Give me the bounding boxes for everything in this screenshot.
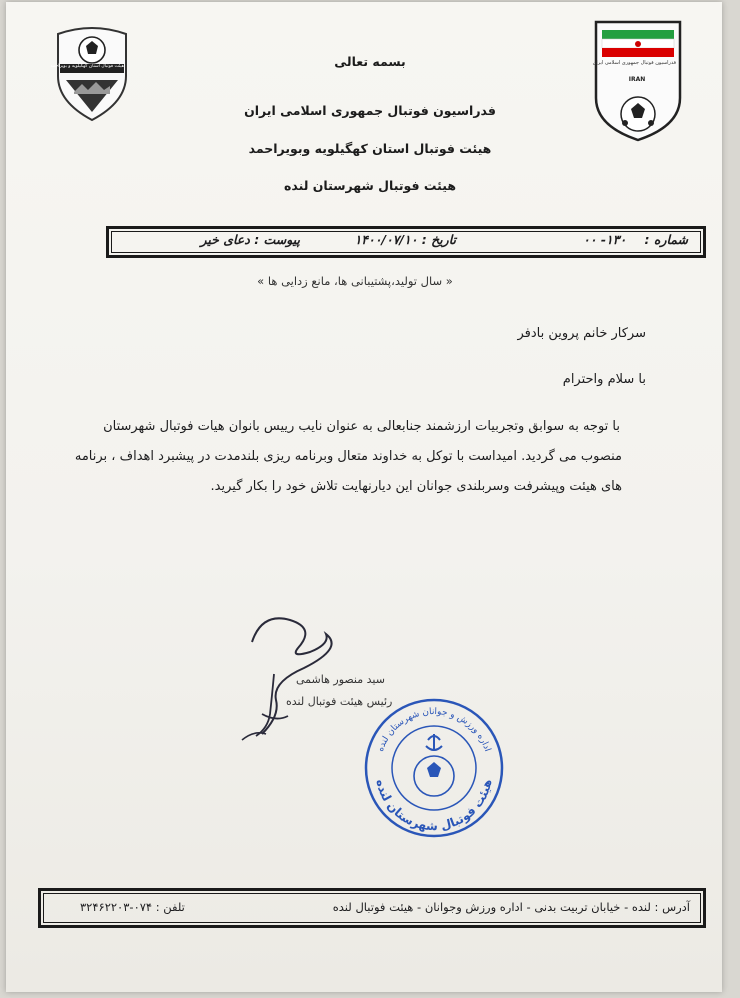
footer-phone: تلفن : ۰۷۴-۳۲۴۶۲۲۰۳ [80,900,185,914]
right-logo-label: فدراسیون فوتبال جمهوری اسلامی ایران [592,60,676,66]
greeting: با سلام واحترام [562,372,646,387]
letter-number-label: شماره : [644,232,688,247]
letter-attachment-value: دعای خیر [200,232,250,247]
letter-attachment [200,232,300,247]
letter-number [583,232,688,247]
left-logo-label: هیئت فوتبال استان کهگیلویه و بویراحمد [50,64,124,69]
body-line-1: با توجه به سوابق وتجربیات ارزشمند جنابعالی به عنوان نایب رییس بانوان هیات فوتبال شهرستان [103,419,620,434]
right-logo-caption: IRAN [628,76,646,83]
signer-name: سید منصور هاشمی [296,673,385,686]
letter-date-value: ۱۴۰۰/۰۷/۱۰ [354,232,418,247]
stamp-bottom-text: هیئت فوتبال شهرستان لنده [373,777,495,834]
year-motto: « سال تولید،پشتیبانی ها، مانع زدایی ها » [257,274,453,288]
provincial-football-board-logo [52,24,132,124]
letter-date [355,232,456,247]
official-stamp [362,696,506,840]
body-line-3: های هیئت وپیشرفت وسربلندی جوانان این دیارنهایت تلاش خود را بکار گیرید. [210,479,622,494]
letter-number-value: ۱۳۰- ۰۰ [583,232,627,247]
body-line-2: منصوب می گردید. امیداست با توکل به خداوند متعال وبرنامه ریزی بلندمدت در پیشبرد اهداف ، برنامه [74,449,622,464]
signer-title: رئیس هیئت فوتبال لنده [286,695,393,708]
letter-date-label: تاریخ : [421,232,456,247]
recipient: سرکار خانم پروین بادفر [517,326,646,341]
stamp-ring-text: اداره ورزش و جوانان شهرستان لنده [375,707,493,753]
basmala: بسمه تعالی [334,54,406,69]
header-city-board: هیئت فوتبال شهرستان لنده [284,178,456,193]
letter-attachment-label: پیوست : [254,232,300,247]
footer-address: آدرس : لنده - خیابان تربیت بدنی - اداره ورزش وجوانان - هیئت فوتبال لنده [332,900,690,914]
header-provincial-board: هیئت فوتبال استان کهگیلویه وبویراحمد [248,141,492,156]
header-federation: فدراسیون فوتبال جمهوری اسلامی ایران [244,103,496,118]
